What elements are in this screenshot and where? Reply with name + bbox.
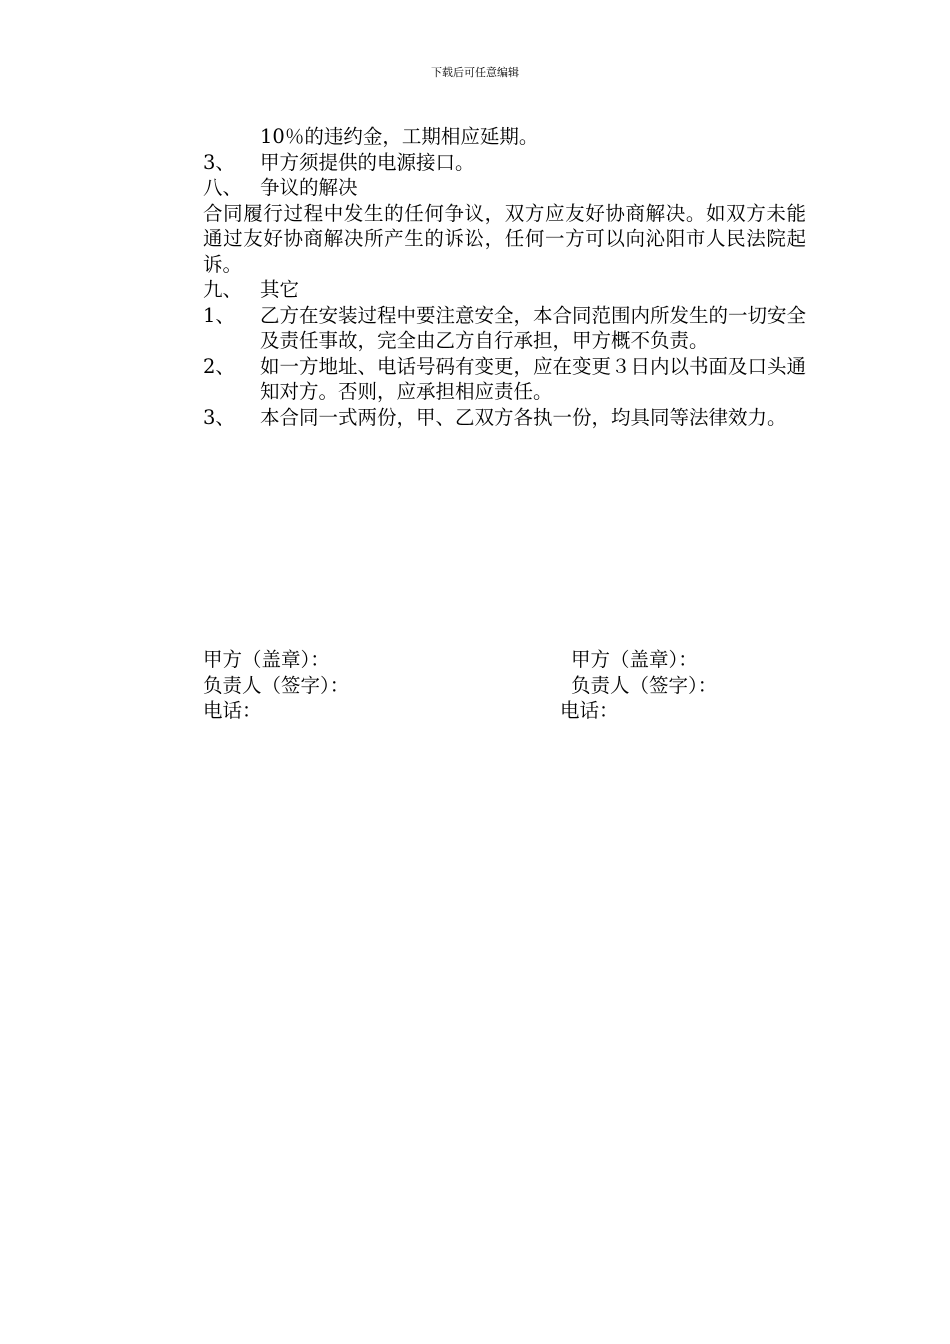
section-heading xyxy=(203,277,806,303)
section-number: 九、 xyxy=(203,278,243,301)
list-item xyxy=(203,354,806,405)
list-item-number: 2、 xyxy=(203,354,235,378)
contract-body xyxy=(203,124,806,430)
signature-block xyxy=(203,647,763,724)
section-heading xyxy=(203,175,806,201)
list-item-text: 甲方须提供的电源接口。 xyxy=(260,150,475,174)
page-header: 下载后可任意编辑 xyxy=(431,66,519,79)
party-a-seal-label: 甲方（盖章）： xyxy=(203,648,330,671)
signature-signer-row xyxy=(203,673,763,699)
party-b-seal-label: 甲方（盖章）： xyxy=(571,648,698,671)
signature-seal-row xyxy=(203,647,763,673)
list-item-number: 1、 xyxy=(203,303,235,327)
list-item xyxy=(203,303,806,354)
section-number: 八、 xyxy=(203,176,243,199)
list-item xyxy=(203,150,806,176)
section-title: 争议的解决 xyxy=(260,176,358,199)
list-item-number: 3、 xyxy=(203,150,235,174)
signature-phone-row xyxy=(203,698,763,724)
list-item-text: 本合同一式两份，甲、乙双方各执一份，均具同等法律效力。 xyxy=(260,405,787,429)
section-paragraph: 合同履行过程中发生的任何争议，双方应友好协商解决。如双方未能通过友好协商解决所产生的诉讼，任何一方可以向沁阳市人民法院起诉。 xyxy=(203,201,806,276)
party-a-phone-label: 电话： xyxy=(203,699,262,722)
party-a-signer-label: 负责人（签字）： xyxy=(203,673,350,697)
list-item-text: 乙方在安装过程中要注意安全，本合同范围内所发生的一切安全及责任事故，完全由乙方自行承担，甲方概不负责。 xyxy=(260,303,807,352)
list-item xyxy=(203,405,806,431)
party-b-signer-label: 负责人（签字）： xyxy=(571,673,718,697)
list-item-number: 3、 xyxy=(203,405,235,429)
continuation-line: 10％的违约金，工期相应延期。 xyxy=(260,125,539,148)
section-title: 其它 xyxy=(260,278,300,301)
list-item-text: 如一方地址、电话号码有变更，应在变更３日内以书面及口头通知对方。否则，应承担相应责任。 xyxy=(260,354,807,403)
party-b-phone-label: 电话： xyxy=(560,699,619,722)
